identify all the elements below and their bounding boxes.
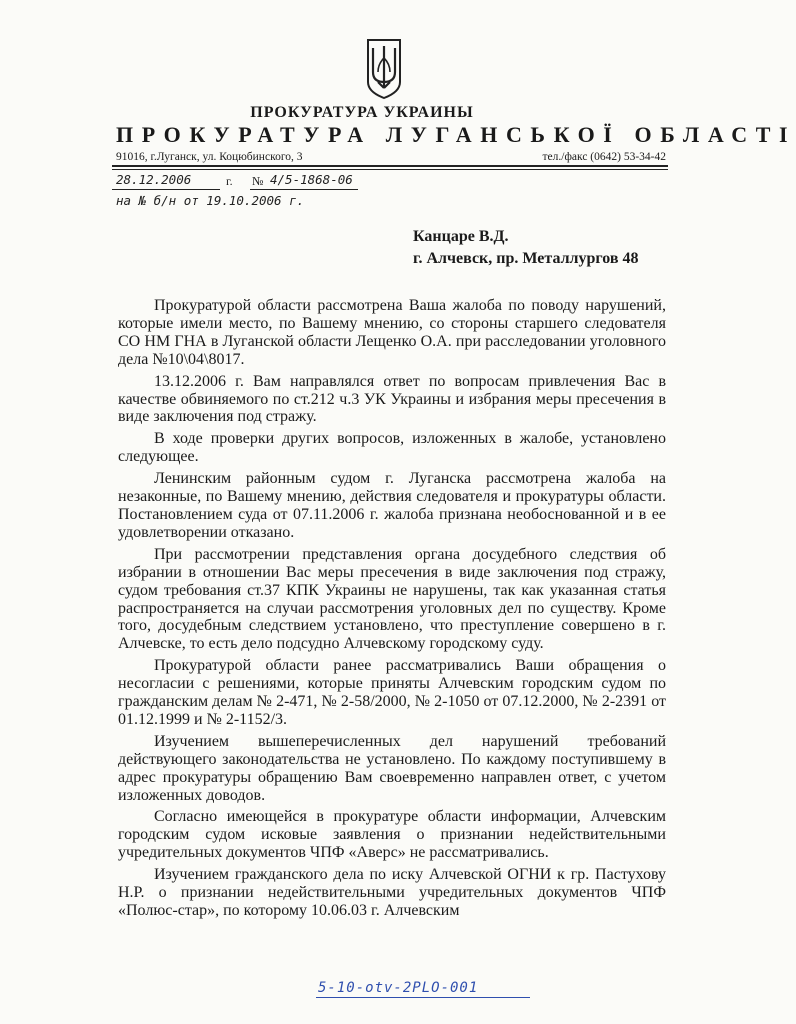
org-address: 91016, г.Луганск, ул. Коцюбинского, 3: [116, 151, 303, 163]
paragraph: Согласно имеющейся в прокуратуре области информации, Алчевским городским судом исковые заявления о признании недействительными учредительных документов ЧПФ «Аверс» не рассматривались.: [118, 808, 666, 862]
paragraph: Прокуратурой области рассмотрена Ваша жалоба по поводу нарушений, которые имели место, по Вашему мнению, со стороны старшего следователя СО НМ ГНА в Луганской области Лещенко О.А. при расследовании уголовного дела №10\04\8017.: [118, 297, 666, 368]
date-underline: [112, 189, 220, 190]
letter-body: [118, 297, 666, 920]
addressee-name: Канцаре В.Д.: [413, 228, 509, 245]
addressee-address: г. Алчевск, пр. Металлургов 48: [413, 250, 639, 267]
stamp-underline: [316, 997, 530, 998]
paragraph: При рассмотрении представления органа досудебного следствия об избрании в отношении Вас меры пресечения в виде заключения под стражу, судом требования ст.37 КПК Украины не нарушены, так как указанная статья распространяется на случаи рассмотрения уголовных дел по существу. Кроме того, досудебным следствием установлено, что преступление совершено в г. Алчевске, то есть дело подсудно Алчевскому городскому суду.: [118, 545, 666, 653]
handwritten-stamp: 5-10-otv-2PLO-001: [318, 980, 479, 996]
org-main-title: ПРОКУРАТУРА ЛУГАНСЬКОЇ ОБЛАСТІ: [116, 122, 796, 147]
addressee-block: [413, 226, 639, 270]
registration-number: 4/5-1868-06: [270, 172, 353, 187]
number-label: №: [252, 174, 264, 188]
number-underline: [250, 189, 358, 190]
paragraph: Прокуратурой области ранее рассматривались Ваши обращения о несогласии с решениями, которые приняты Алчевским городским судом по гражданским делам № 2-471, № 2-58/2000, № 2-1050 от 07.12.2000, № 2-2391 от 01.12.1999 и № 2-1152/3.: [118, 657, 666, 728]
registration-date: 28.12.2006: [116, 172, 192, 187]
reference-line: на № б/н от 19.10.2006 г.: [116, 193, 305, 208]
paragraph: Изучением гражданского дела по иску Алчевской ОГНИ к гр. Пастухову Н.Р. о признании недействительными учредительных документов ЧПФ «Полюс-стар», по которому 10.06.03 г. Алчевским: [118, 866, 666, 919]
trident-emblem-icon: [364, 38, 404, 100]
header-rule-thin: [112, 169, 668, 170]
header-rule: [112, 165, 668, 167]
org-top-title: ПРОКУРАТУРА УКРАИНЫ: [250, 104, 474, 121]
paragraph: В ходе проверки других вопросов, изложенных в жалобе, установлено следующее.: [118, 430, 666, 466]
paragraph: Ленинским районным судом г. Луганска рассмотрена жалоба на незаконные, по Вашему мнению, действия следователя и прокуратуры области. Постановлением суда от 07.11.2006 г. жалоба признана необоснованной и в ее удовлетворении отказано.: [118, 470, 666, 541]
paragraph: Изучением вышеперечисленных дел нарушений требований действующего законодательства не установлено. По каждому поступившему в адрес прокуратуры обращению Вам своевременно направлен ответ, с учетом изложенных доводов.: [118, 732, 666, 804]
paragraph: 13.12.2006 г. Вам направлялся ответ по вопросам привлечения Вас в качестве обвиняемого по ст.212 ч.3 УК Украины и избрания меры пресечения в виде заключения под стражу.: [118, 372, 666, 426]
org-phone: тел./факс (0642) 53-34-42: [542, 151, 666, 163]
year-suffix: г.: [226, 174, 233, 188]
